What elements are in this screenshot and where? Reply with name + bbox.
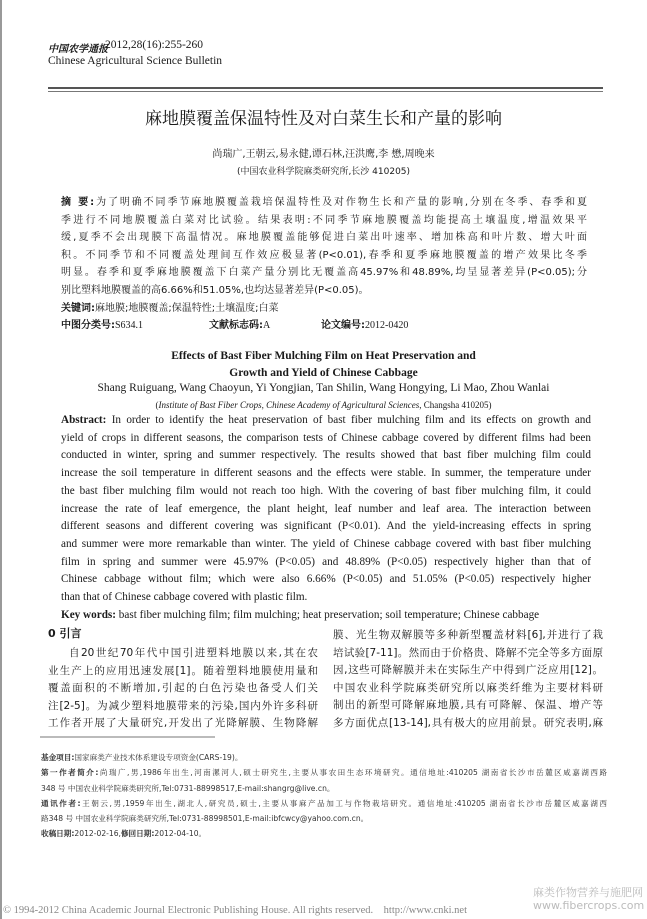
fund-label: 基金项目: — [41, 753, 75, 762]
abstract-en-line: than that of Chinese cabbage covered with plastic film. — [61, 591, 308, 604]
abstract-cn-line: 为了明确不同季节麻地膜覆盖栽培保温特性及对作物生长和产量的影响,分别在冬季、春季和夏 — [94, 197, 587, 208]
body-left-column — [48, 645, 318, 733]
doc-code-label: 文献标志码: — [209, 320, 263, 332]
abstract-en-line: increase the rate of leaf emergence, the plant height, leaf number and leaf area. The interaction between — [61, 502, 591, 515]
clc-label: 中图分类号: — [61, 320, 115, 332]
abstract-en-line: different seasons and different covering was significant (P<0.01). And the yield-increasing effects in spring — [61, 520, 591, 533]
section-heading: 0 引言 — [48, 627, 82, 640]
affiliation-cn: (中国农业科学院麻类研究所,长沙 410205) — [236, 167, 411, 177]
journal-name-en: Chinese Agricultural Science Bulletin — [48, 55, 223, 67]
received-date: 2012-02-16, — [74, 829, 121, 839]
abstract-en-line: In order to identify the heat preservation of bast fiber mulching film and its effects on growth and — [111, 414, 591, 426]
revised-date: 2012-04-10。 — [154, 829, 207, 839]
fund-text: 国家麻类产业技术体系建设专项资金(CARS-19)。 — [74, 753, 243, 762]
abstract-en-line: increase the soil temperature in different seasons and the effects were stable. In summer, the temperature under — [61, 467, 591, 480]
copyright-text: © 1994-2012 China Academic Journal Electronic Publishing House. All rights reserved. — [3, 905, 374, 916]
header-rule-thin — [48, 91, 603, 92]
body-line: 注[2-5]。为减少塑料地膜带来的污染,国内外许多科研 — [48, 699, 318, 712]
affiliation-en: (Institute of Bast Fiber Crops, Chinese Academy of Agricultural Sciences, Changsha 410205) — [155, 400, 492, 410]
revised-label: 修回日期: — [120, 829, 155, 839]
paper-number-value: 2012-0420 — [365, 320, 409, 332]
abstract-cn — [61, 194, 587, 335]
keywords-en: bast fiber mulching film; film mulching; heat preservation; soil temperature; Chinese cabbage — [118, 608, 540, 621]
first-author-label: 第一作者简介: — [41, 768, 99, 778]
abstract-cn-line: 缓,夏季不会出现膜下高温情况。麻地膜覆盖能够促进白菜出叶速率、增加株高和叶片数、增大叶面 — [61, 232, 587, 244]
city-en: , Changsha 410205 — [419, 400, 489, 410]
abstract-en-line: conducted in winter, spring and summer respectively. The results showed that bast fiber mulching film could — [61, 449, 591, 462]
body-right-column — [333, 627, 603, 732]
body-line: 制出的新型可降解麻地膜,具有可降解、保温、增产等 — [333, 699, 603, 711]
keywords-en-label: Key words: — [61, 608, 116, 621]
institute-en: Institute of Bast Fiber Crops, Chinese Academy of Agricultural Sciences — [158, 400, 420, 410]
title-en — [0, 348, 647, 382]
title-en-line: Growth and Yield of Chinese Cabbage — [229, 367, 418, 379]
corr-author-text: 路348 号 中国农业科学院麻类研究所,Tel:0731-88998501,E-mail:ibfcwcy@yahoo.com.cn。 — [41, 814, 369, 824]
abstract-en — [61, 412, 591, 624]
abstract-cn-line: 积。不同季节和不同覆盖处理间互作效应极显著(P<0.01),春季和夏季麻地膜覆盖的增产效果比冬季 — [61, 249, 587, 261]
corr-author-label: 通讯作者: — [41, 798, 81, 808]
abstract-en-label: Abstract: — [61, 414, 107, 426]
body-line: 中国农业科学院麻类研究所以麻类纤维为主要材料研 — [333, 681, 603, 694]
abstract-en-line: the bast fiber mulching film would not reach too high. With the covering of bast fiber mulching film, it could — [61, 484, 591, 497]
body-line: 培试验[7-11]。然而由于价格贵、降解不完全等多方面原 — [333, 646, 603, 659]
footnotes — [41, 750, 607, 842]
keywords-cn-label: 关键词: — [61, 302, 95, 314]
abstract-cn-line: 明显。春季和夏季麻地膜覆盖下白菜产量分别比无覆盖高45.97%和48.89%,均呈显著差异(P<0.05);分 — [61, 267, 587, 279]
footnote-rule — [40, 736, 215, 738]
page-edge — [0, 0, 2, 919]
abstract-en-line: Chinese cabbage without film; which were also 6.66% (P<0.05) and 51.05% (P<0.05) respectively higher — [61, 573, 591, 586]
abstract-cn-label: 摘 要: — [61, 197, 95, 208]
authors-cn: 尚瑞广,王朝云,易永健,谭石林,汪洪鹰,李 懋,周晚来 — [212, 149, 435, 160]
received-label: 收稿日期: — [41, 829, 75, 839]
body-line: 膜、光生物双解膜等多种新型覆盖材料[6],并进行了栽 — [333, 629, 603, 641]
copyright-footer — [3, 905, 467, 916]
clc-value: S634.1 — [115, 320, 144, 332]
title-cn: 麻地膜覆盖保温特性及对白菜生长和产量的影响 — [145, 109, 502, 129]
watermark-url: www.fibercrops.com — [533, 899, 645, 912]
body-line: 业生产上的应用迅速发展[1]。随着塑料地膜使用量和 — [48, 664, 318, 677]
abstract-en-line: film in spring and summer were 45.97% (P<0.05) and 48.89% (P<0.05) respectively higher than that of — [61, 555, 591, 568]
header-rule — [48, 87, 603, 89]
abstract-cn-line: 别比塑料地膜覆盖的高6.66%和51.05%,也均达显著差异(P<0.05)。 — [61, 284, 369, 296]
watermark — [533, 886, 643, 912]
body-line: 多方面优点[13-14],具有极大的应用前景。研究表明,麻 — [333, 716, 603, 729]
paper-number-label: 论文编号: — [321, 320, 365, 332]
body-line: 工作者开展了大量研究,开发出了光降解膜、生物降解 — [48, 717, 318, 729]
first-author-text: 348 号 中国农业科学院麻类研究所,Tel:0731-88998517,E-mail:shangrg@live.cn。 — [41, 783, 335, 793]
abstract-en-line: and summer were more remarkable than winter. The yield of Chinese cabbage covered with bast fiber mulching — [61, 537, 591, 550]
corr-author-text: 王朝云,男,1959年出生,湖北人,研究员,硕士,主要从事麻产品加工与作物栽培研究。通信地址:410205 湖南省长沙市岳麓区咸嘉湖西 — [80, 798, 607, 808]
abstract-cn-line: 季进行不同地膜覆盖白菜对比试验。结果表明:不同季节麻地膜覆盖均能提高土壤温度,增温效果平 — [61, 214, 587, 226]
first-author-text: 尚瑞广,男,1986年出生,河南漯河人,硕士研究生,主要从事农田生态环境研究。通信地址:410205 湖南省长沙市岳麓区咸嘉湖西路 — [98, 768, 607, 778]
authors-en: Shang Ruiguang, Wang Chaoyun, Yi Yongjian, Tan Shilin, Wang Hongying, Li Mao, Zhou Wanlai — [97, 382, 550, 394]
body-line: 覆盖面积的不断增加,引起的白色污染也备受人们关 — [48, 682, 318, 694]
abstract-en-line: yield of crops in different seasons, the comparison tests of Chinese cabbage covered by different films had been — [61, 431, 591, 444]
title-en-line: Effects of Bast Fiber Mulching Film on Heat Preservation and — [171, 350, 476, 362]
watermark-cn: 麻类作物营养与施肥网 — [533, 886, 643, 899]
keywords-cn: 麻地膜;地膜覆盖;保温特性;土壤温度;白菜 — [95, 302, 279, 314]
citation: 2012,28(16):255-260 — [105, 39, 204, 51]
doc-code-value: A — [263, 320, 271, 332]
body-line: 自20世纪70年代中国引进塑料地膜以来,其在农 — [69, 647, 318, 659]
journal-name-cn: 中国农学通报 — [48, 44, 108, 55]
body-line: 因,这些可降解膜并未在实际生产中得到广泛应用[12]。 — [333, 664, 603, 676]
cnki-link[interactable]: http://www.cnki.net — [383, 905, 467, 916]
